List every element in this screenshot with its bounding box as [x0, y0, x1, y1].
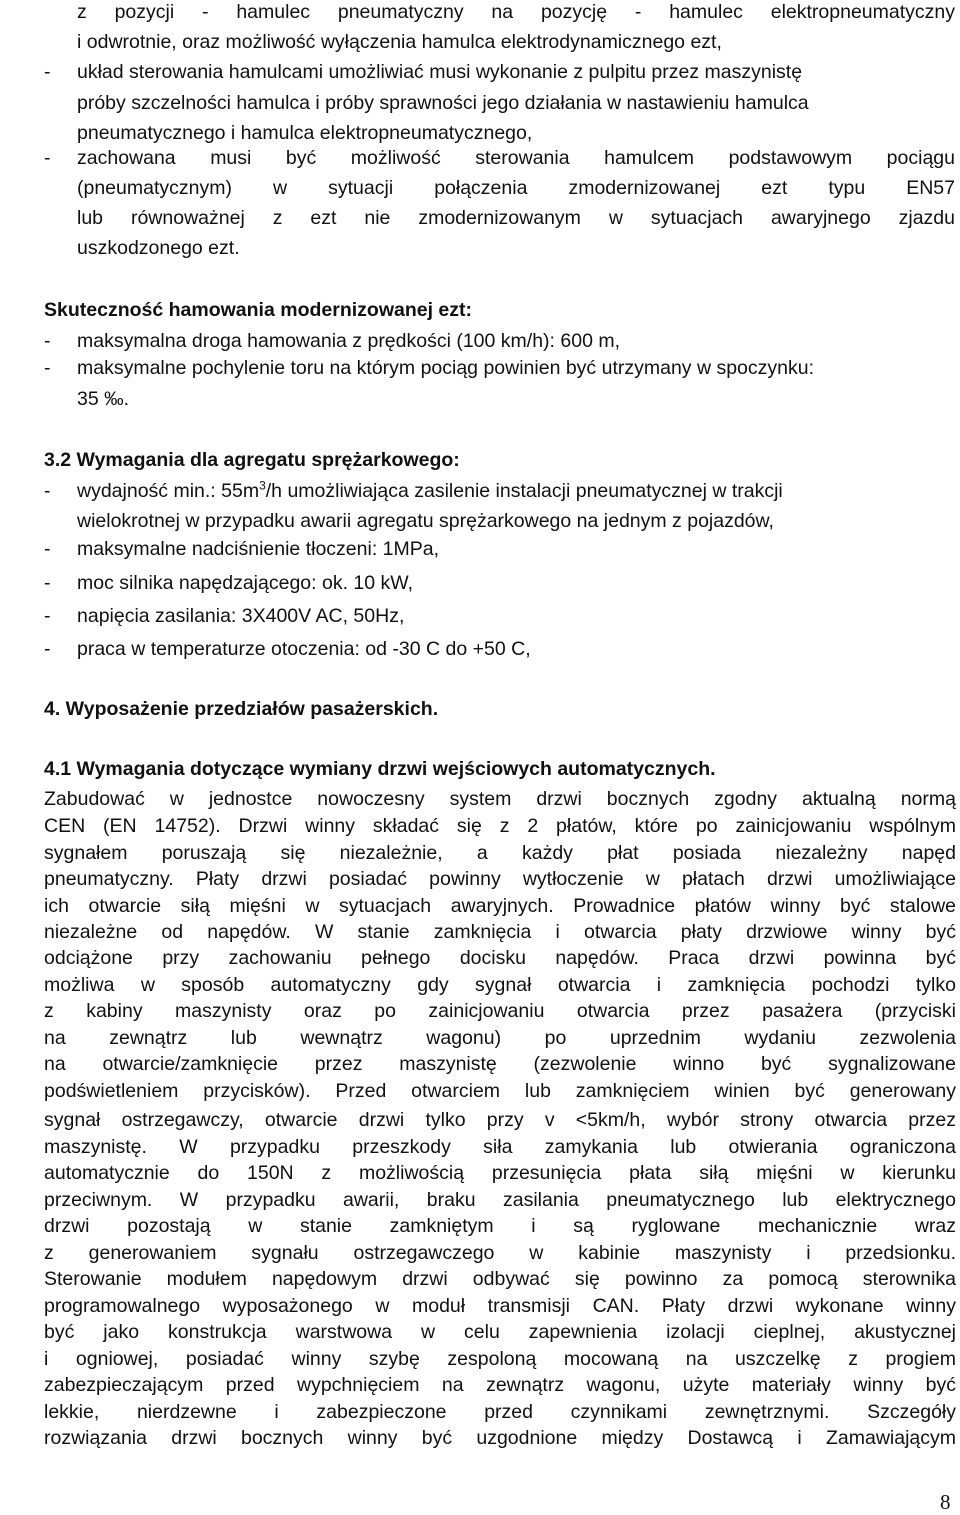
door-para-line-10: na zewnątrz lub wewnątrz wagonu) po uprzednim wydaniu zezwolenia: [44, 1027, 956, 1049]
brakes-line-3: układ sterowania hamulcami umożliwiać musi wykonanie z pulpitu przez maszynistę: [77, 61, 803, 83]
door-para-line-18: z generowaniem sygnału ostrzegawczego w kabinie maszynisty i przedsionku.: [44, 1242, 956, 1264]
braking-item-2-cont: 35 ‰.: [77, 388, 130, 410]
door-para-line-6: niezależne od napędów. W stanie zamknięcia i otwarcia płaty drzwiowe winny być: [44, 921, 956, 943]
brakes-line-6: zachowana musi być możliwość sterowania hamulcem podstawowym pociągu: [77, 147, 955, 169]
section-4-heading: 4. Wyposażenie przedziałów pasażerskich.: [44, 698, 439, 720]
door-para-line-4: pneumatyczny. Płaty drzwi posiadać powinny wytłoczenie w płatach drzwi umożliwiające: [44, 868, 956, 890]
door-para-line-21: być jako konstrukcja warstwowa w celu zapewnienia izolacji cieplnej, akustycznej: [44, 1321, 956, 1343]
compressor-item-5: praca w temperaturze otoczenia: od -30 C do +50 C,: [77, 638, 531, 660]
door-para-line-25: rozwiązania drzwi bocznych winny być uzgodnione między Dostawcą i Zamawiającym: [44, 1427, 956, 1449]
door-para-line-14: maszynistę. W przypadku przeszkody siła zamykania lub otwierania ograniczona: [44, 1136, 956, 1158]
list-bullet: -: [44, 572, 51, 594]
brakes-line-8: lub równoważnej z ezt nie zmodernizowanym w sytuacjach awaryjnego zjazdu: [77, 207, 955, 229]
door-para-line-24: lekkie, nierdzewne i zabezpieczone przed czynnikami zewnętrznymi. Szczegóły: [44, 1401, 956, 1423]
braking-effectiveness-heading: Skuteczność hamowania modernizowanej ezt:: [44, 299, 473, 321]
page-number: 8: [940, 1490, 951, 1514]
door-para-line-8: możliwa w sposób automatyczny gdy sygnał otwarcia i zamknięcia pochodzi tylko: [44, 974, 956, 996]
door-para-line-22: i ogniowej, posiadać winny szybę zespoloną mocowaną na uszczelkę z progiem: [44, 1348, 956, 1370]
list-bullet: -: [44, 638, 51, 660]
braking-item-1: maksymalna droga hamowania z prędkości (100 km/h): 600 m,: [77, 330, 620, 352]
section-4-1-heading: 4.1 Wymagania dotyczące wymiany drzwi wejściowych automatycznych.: [44, 758, 716, 780]
list-bullet: -: [44, 605, 51, 627]
door-para-line-2: CEN (EN 14752). Drzwi winny składać się z 2 płatów, które po zainicjowaniu wspólnym: [44, 815, 956, 837]
compressor-item-3: moc silnika napędzającego: ok. 10 kW,: [77, 572, 414, 594]
door-para-line-15: automatycznie do 150N z możliwością przesunięcia płata siłą mięśni w kierunku: [44, 1162, 956, 1184]
brakes-line-9: uszkodzonego ezt.: [77, 237, 240, 259]
brakes-line-1: z pozycji - hamulec pneumatyczny na pozycję - hamulec elektropneumatyczny: [77, 1, 955, 23]
door-para-line-20: programowalnego wyposażonego w moduł transmisji CAN. Płaty drzwi wykonane winny: [44, 1295, 956, 1317]
door-para-line-7: odciążone przy zachowaniu pełnego docisku napędów. Praca drzwi powinna być: [44, 947, 956, 969]
door-para-line-5: ich otwarcie siłą mięśni w sytuacjach awaryjnych. Prowadnice płatów winny być stalowe: [44, 895, 956, 917]
brakes-line-2: i odwrotnie, oraz możliwość wyłączenia hamulca elektrodynamicznego ezt,: [77, 31, 722, 53]
list-bullet: -: [44, 538, 51, 560]
brakes-line-7: (pneumatycznym) w sytuacji połączenia zmodernizowanej ezt typu EN57: [77, 177, 955, 199]
door-para-line-16: przeciwnym. W przypadku awarii, braku zasilania pneumatycznego lub elektrycznego: [44, 1189, 956, 1211]
door-para-line-19: Sterowanie modułem napędowym drzwi odbywać się powinno za pomocą sterownika: [44, 1268, 956, 1290]
door-para-line-9: z kabiny maszynisty oraz po zainicjowaniu otwarcia przez pasażera (przyciski: [44, 1000, 956, 1022]
list-bullet: -: [44, 330, 51, 352]
brakes-line-4: próby szczelności hamulca i próby sprawności jego działania w nastawieniu hamulca: [77, 92, 809, 114]
door-para-line-12: podświetleniem przycisków). Przed otwarciem lub zamknięciem winien być generowany: [44, 1080, 956, 1102]
compressor-item-1-suffix: /h umożliwiająca zasilenie instalacji pneumatycznej w trakcji: [265, 480, 783, 502]
list-bullet: -: [44, 147, 51, 169]
door-para-line-23: zabezpieczającym przed wypchnięciem na zewnątrz wagonu, użyte materiały winny być: [44, 1374, 956, 1396]
list-bullet: -: [44, 61, 51, 83]
list-bullet: -: [44, 480, 51, 502]
list-bullet: -: [44, 357, 51, 379]
superscript-3: 3: [259, 478, 266, 493]
door-para-line-13: sygnał ostrzegawczy, otwarcie drzwi tylko przy v <5km/h, wybór strony otwarcia przez: [44, 1109, 956, 1131]
brakes-line-5: pneumatycznego i hamulca elektropneumatycznego,: [77, 122, 533, 144]
door-para-line-11: na otwarcie/zamknięcie przez maszynistę (zezwolenie winno być sygnalizowane: [44, 1053, 956, 1075]
compressor-item-1-prefix: wydajność min.: 55m: [77, 480, 260, 502]
compressor-item-1-cont: wielokrotnej w przypadku awarii agregatu sprężarkowego na jednym z pojazdów,: [77, 510, 774, 532]
braking-item-2: maksymalne pochylenie toru na którym pociąg powinien być utrzymany w spoczynku:: [77, 357, 815, 379]
compressor-item-2: maksymalne nadciśnienie tłoczeni: 1MPa,: [77, 538, 440, 560]
compressor-item-4: napięcia zasilania: 3X400V AC, 50Hz,: [77, 605, 405, 627]
compressor-heading: 3.2 Wymagania dla agregatu sprężarkowego:: [44, 449, 460, 471]
door-para-line-1: Zabudować w jednostce nowoczesny system drzwi bocznych zgodny aktualną normą: [44, 788, 956, 810]
door-para-line-3: sygnałem poruszają się niezależnie, a każdy płat posiada niezależny napęd: [44, 842, 956, 864]
compressor-item-1: [77, 479, 955, 503]
door-para-line-17: drzwi pozostają w stanie zamkniętym i są ryglowane mechanicznie wraz: [44, 1215, 956, 1237]
